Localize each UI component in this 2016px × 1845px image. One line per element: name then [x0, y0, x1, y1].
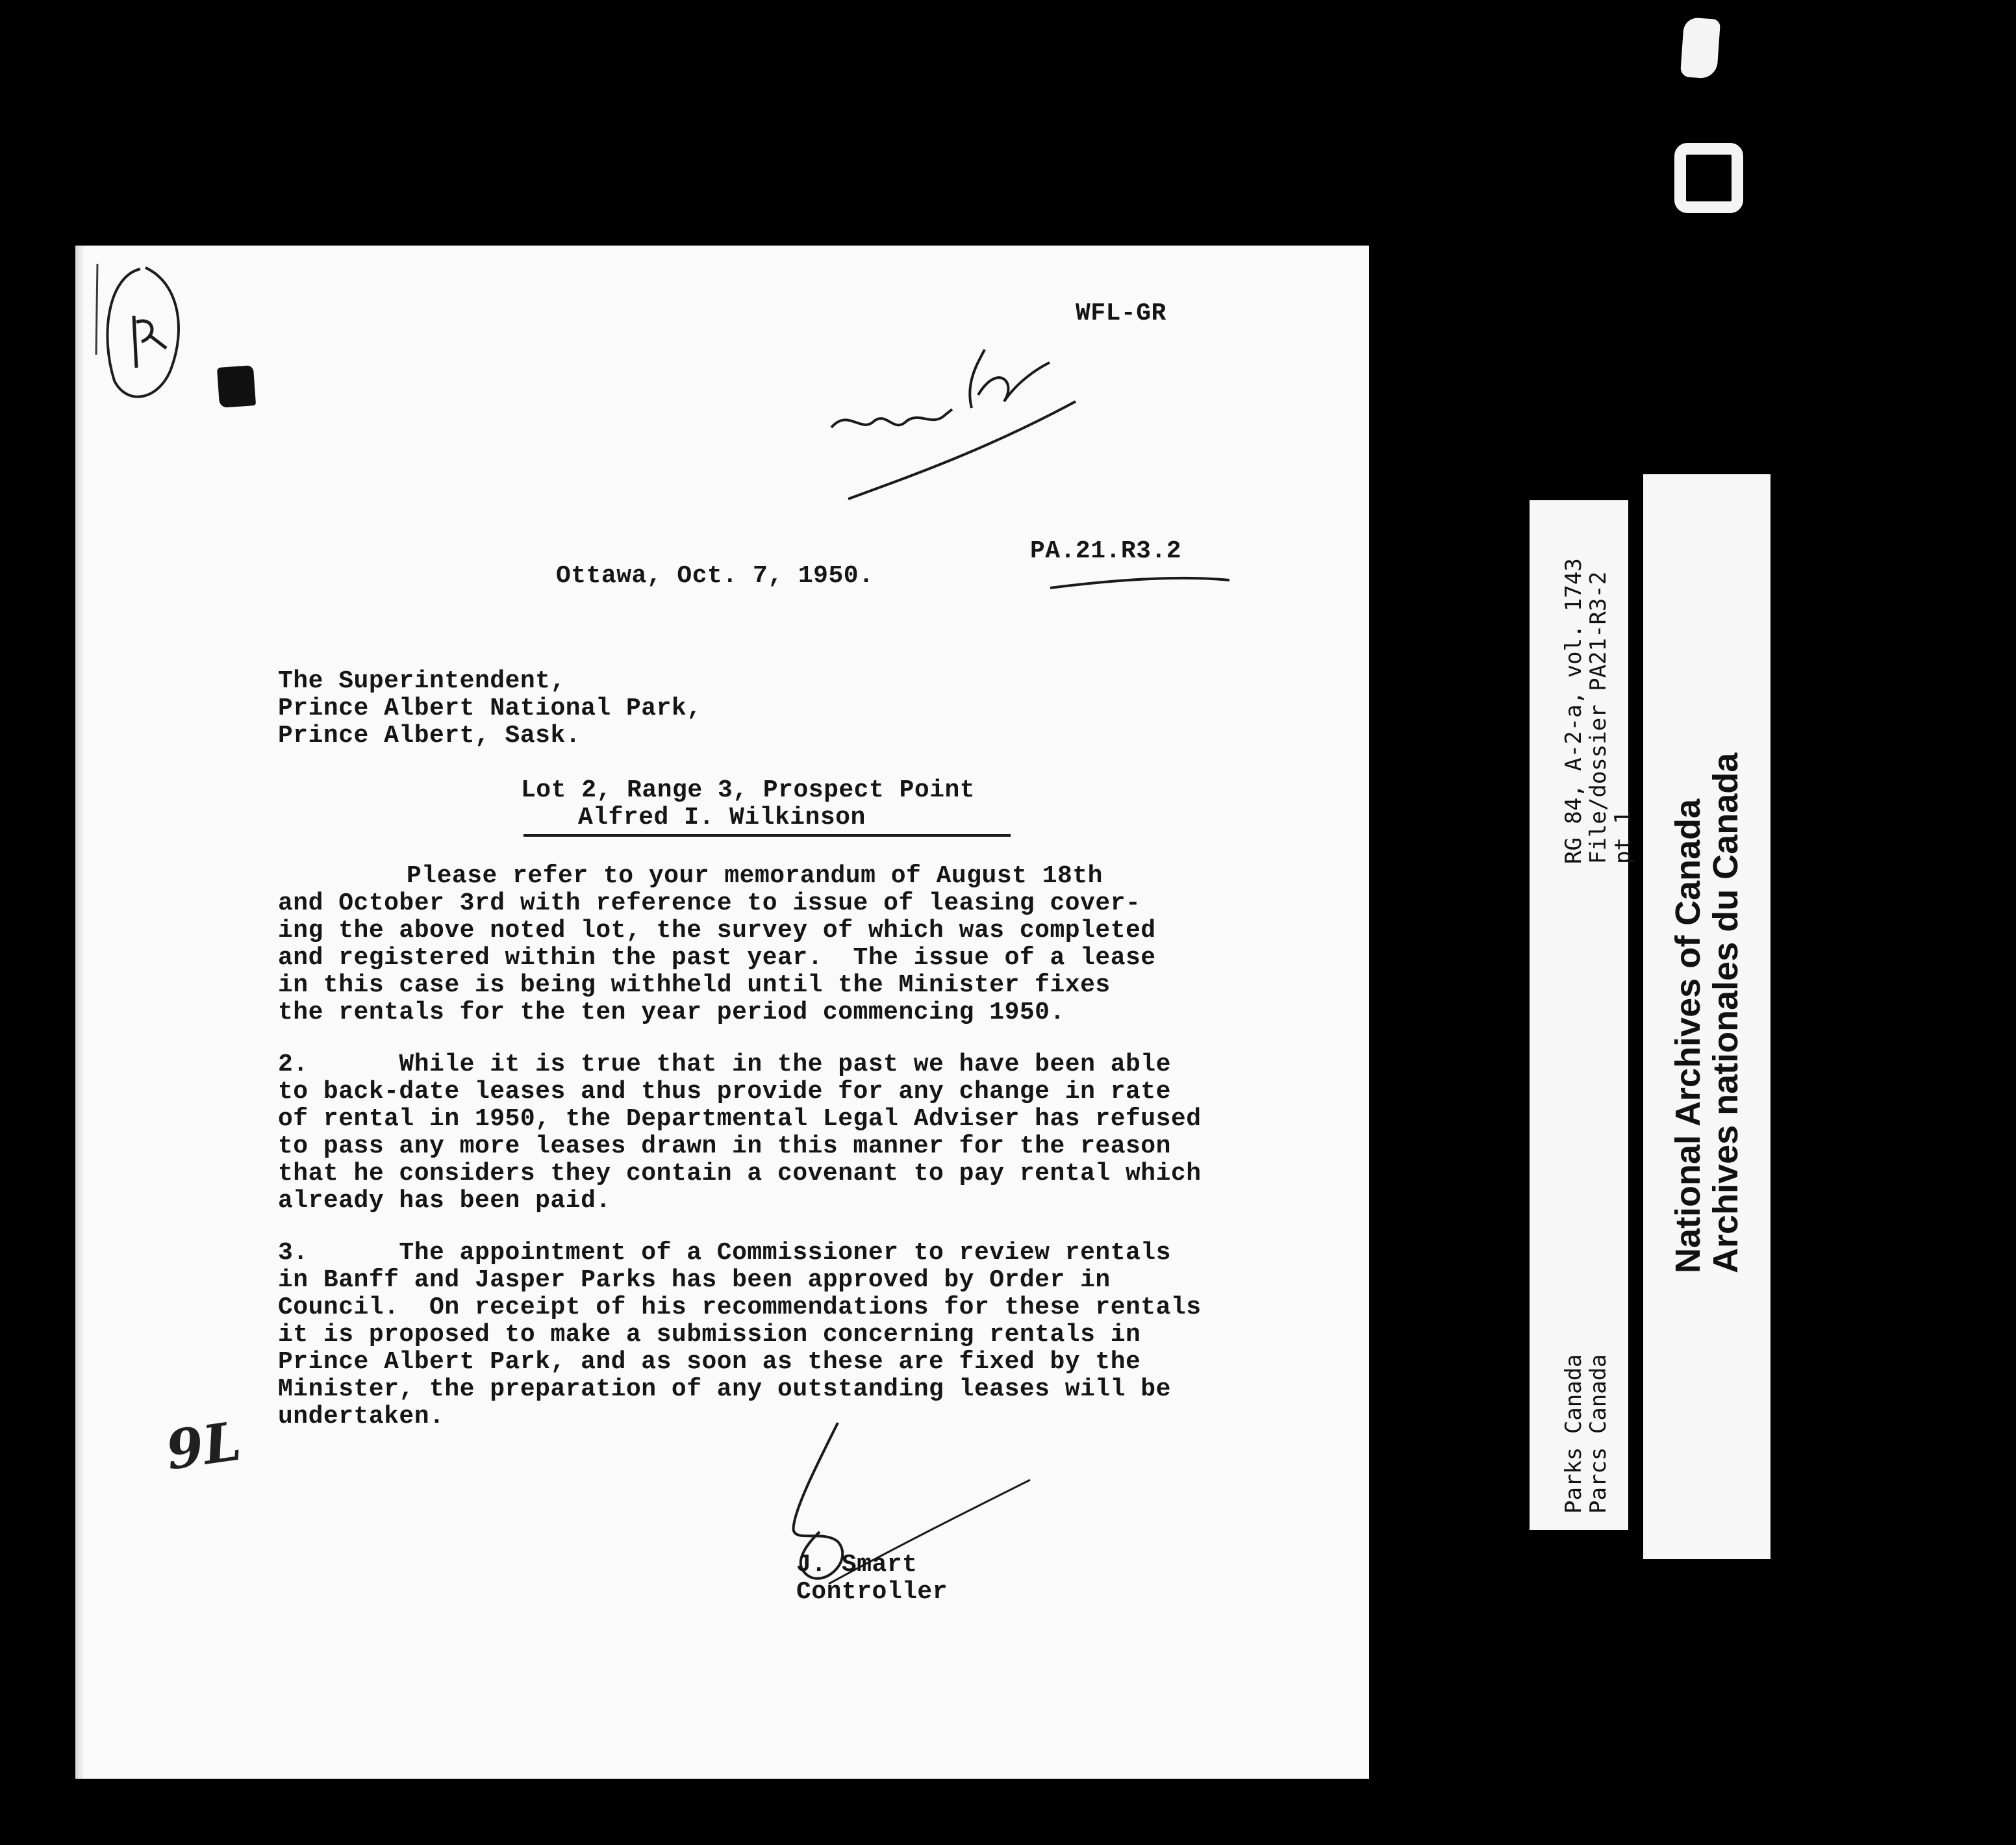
paragraph-2-line: of rental in 1950, the Departmental Legal Adviser has refused [278, 1105, 1202, 1133]
paragraph-1-line: and October 3rd with reference to issue of leasing cover- [278, 889, 1141, 917]
reference-code: WFL-GR [1076, 299, 1166, 327]
signature-title: Controller [796, 1578, 948, 1606]
paragraph-2-line: to back-date leases and thus provide for any change in rate [278, 1078, 1171, 1106]
address-line: The Superintendent, [278, 667, 566, 695]
paragraph-1-line: in this case is being withheld until the Minister fixes [278, 971, 1111, 999]
margin-note: 9L [162, 1410, 245, 1482]
circled-initial-mark [95, 257, 192, 413]
paragraph-3-line: it is proposed to make a submission concerning rentals in [278, 1321, 1141, 1349]
archive-reference-line: RG 84, A-2-a, vol. 1743 [1561, 558, 1587, 864]
paragraph-3-line: undertaken. [278, 1403, 445, 1431]
paragraph-1-line: Please refer to your memorandum of August 18th [407, 862, 1103, 890]
paragraph-1-line: ing the above noted lot, the survey of which was completed [278, 917, 1156, 945]
paragraph-1-line: and registered within the past year. The issue of a lease [278, 944, 1156, 972]
ink-blot [217, 365, 256, 408]
handwritten-annotation [822, 324, 1160, 518]
letter-page [75, 246, 1369, 1779]
archive-reference-line: pt 1 [1610, 811, 1636, 864]
paragraph-3-line: 3. The appointment of a Commissioner to review rentals [278, 1239, 1171, 1267]
paragraph-3-line: in Banff and Jasper Parks has been approved by Order in [278, 1266, 1111, 1294]
paragraph-2-line: that he considers they contain a covenant to pay rental which [278, 1160, 1202, 1188]
agency-line: Parcs Canada [1585, 1354, 1611, 1514]
archives-name-line: Archives nationales du Canada [1706, 752, 1745, 1273]
page-edge-shadow [75, 246, 84, 1779]
archive-reference-label [1530, 500, 1636, 1530]
national-archives-label [1643, 474, 1770, 1559]
agency-line: Parks Canada [1561, 1354, 1587, 1514]
archives-name-line: National Archives of Canada [1669, 798, 1707, 1273]
place-date: Ottawa, Oct. 7, 1950. [556, 562, 874, 590]
file-reference-underline [1046, 567, 1235, 593]
paragraph-3-line: Minister, the preparation of any outstanding leases will be [278, 1375, 1171, 1403]
film-frame-mark-middle [1674, 143, 1743, 213]
address-line: Prince Albert National Park, [278, 694, 702, 722]
signature-name: J. Smart [796, 1551, 918, 1579]
file-reference: PA.21.R3.2 [1030, 537, 1182, 565]
paragraph-1-line: the rentals for the ten year period commencing 1950. [278, 999, 1065, 1026]
paragraph-2-line: already has been paid. [278, 1187, 611, 1215]
film-frame-mark-top [1680, 17, 1720, 79]
address-line: Prince Albert, Sask. [278, 722, 581, 750]
subject-underline [523, 834, 1011, 837]
paragraph-3-line: Council. On receipt of his recommendations for these rentals [278, 1293, 1202, 1321]
archive-reference-line: File/dossier PA21-R3-2 [1585, 571, 1611, 864]
subject-line: Alfred I. Wilkinson [578, 804, 866, 832]
subject-line: Lot 2, Range 3, Prospect Point [521, 776, 976, 804]
paragraph-2-line: 2. While it is true that in the past we have been able [278, 1050, 1171, 1078]
paragraph-2-line: to pass any more leases drawn in this manner for the reason [278, 1132, 1171, 1160]
paragraph-3-line: Prince Albert Park, and as soon as these are fixed by the [278, 1348, 1141, 1376]
